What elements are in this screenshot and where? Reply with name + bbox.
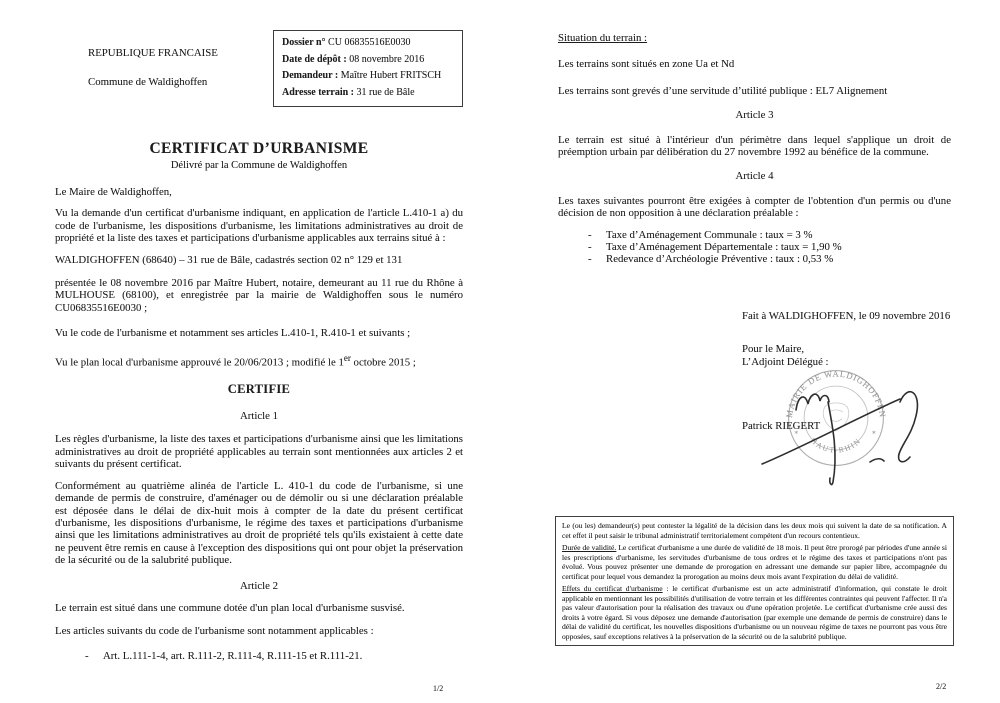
dossier-number-value: CU 06835516E0030: [325, 37, 411, 48]
article4-heading: Article 4: [735, 170, 774, 183]
adjoint-line: L’Adjoint Délégué :: [742, 355, 829, 368]
taxes-list: [558, 229, 951, 266]
terrain-address-row: [282, 85, 454, 102]
signature-area: [558, 368, 951, 516]
salutation: Le Maire de Waldighoffen,: [55, 186, 172, 198]
dash-marker: -: [588, 241, 592, 254]
legal-validite-body: Le certificat d'urbanisme a une durée de validité de 18 mois. Il peut être prorogé par périodes d'une année si les prescriptions d'urbanisme, les servitudes d'urbanisme de tous ordres et le régime des taxes et participations n'ont pas évolué. Vous pouvez présenter une demande de prorogation en adressant une demande sur papier libre, accompagnée du certificat pour lequel vous demandez la prorogation au moins deux mois avant l'expiration du délai de validité.: [562, 543, 947, 581]
stamp-bottom-text: HAUT-RHIN: [808, 436, 864, 455]
document-title-block: [55, 140, 463, 171]
document-title: CERTIFICAT D’URBANISME: [149, 140, 369, 157]
article2-paragraph-1: Le terrain est situé dans une commune dotée d'un plan local d'urbanisme susvisé.: [55, 601, 405, 614]
legal-validite-heading: Durée de validité.: [562, 543, 617, 553]
parcel-address-line: WALDIGHOFFEN (68640) – 31 rue de Bâle, cadastrés section 02 n° 129 et 131: [55, 253, 403, 266]
applicant-value: Maître Hubert FRITSCH: [338, 70, 442, 81]
tax-item-archeologie: [558, 253, 951, 265]
article2-heading: Article 2: [239, 579, 279, 592]
tax-item-departementale: [558, 241, 951, 253]
tax-item-communale: [558, 229, 951, 241]
republique-francaise-label: REPUBLIQUE FRANCAISE: [88, 47, 218, 59]
dossier-info-box: [273, 30, 463, 107]
legal-notice-box: [555, 516, 954, 646]
page2-page-number: 2/2: [936, 682, 947, 691]
situation-paragraph-2: Les terrains sont grevés d’une servitude d’utilité publique : EL7 Alignement: [558, 84, 888, 97]
commune-label: Commune de Waldighoffen: [88, 76, 208, 88]
article3-paragraph: Le terrain est situé à l'intérieur d'un périmètre dans lequel s'applique un droit de préemption urbain par délibération du 27 novembre 1992 au bénéfice de la commune.: [558, 133, 951, 159]
article2-paragraph-2: Les articles suivants du code de l'urbanisme sont notamment applicables :: [55, 625, 374, 638]
tax-archeologie-text: Redevance d’Archéologie Préventive : taux : 0,53 %: [606, 253, 834, 266]
article1-paragraph-2: Conformément au quatrième alinéa de l'article L. 410-1 du code de l'urbanisme, si une demande de permis de construire, d'aménager ou de démolir ou si une déclaration préalable est déposée dans le délai de dix-huit mois à compter de la date du présent certificat d'urbanisme, les dispositions d'urbanisme, le régime des taxes et participations d'urbanisme ainsi que les limitations administratives au droit de propriété tels qu'ils existaient à cette date ne peuvent être remis en cause à l'exception des dispositions qui ont pour objet la préservation de la sécurité ou de la salubrité publique.: [55, 479, 463, 567]
legal-effets-body: : le certificat d'urbanisme est un acte administratif d'information, qui constate le droit applicable en mentionnant les possibilités d'utilisation de votre terrain et les différentes contraintes qui peuvent l'affecter. Il n'a pas valeur d'autorisation pour la réalisation des travaux ou d'une opération projetée. Le certificat d'urbanisme crée aussi des droits à votre égard. Si vous déposez une demande d'autorisation (par exemple une demande de permis de construire) dans le délai de validité du certificat, les nouvelles dispositions d'urbanisme ou un nouveau régime de taxes ne pourront pas vous être opposées, sauf exceptions relatives à la préservation de la sécurité ou de la salubrité publique.: [562, 584, 947, 641]
applicable-articles: Art. L.111-1-4, art. R.111-2, R.111-4, R.111-15 et R.111-21.: [103, 649, 363, 662]
article2-list-item: [55, 650, 463, 662]
signature-scribble: [750, 366, 946, 508]
situation-heading: Situation du terrain :: [558, 32, 648, 44]
vu-plan-sup: er: [343, 352, 351, 363]
document-subtitle: Délivré par la Commune de Waldighoffen: [170, 160, 348, 171]
article1-heading: Article 1: [239, 410, 279, 423]
pour-le-maire-line: Pour le Maire,: [742, 343, 805, 356]
signature-intro-block: [558, 343, 951, 368]
deposit-date-row: [282, 52, 454, 69]
dossier-number-row: [282, 35, 454, 52]
legal-paragraph-recours: Le (ou les) demandeur(s) peut contester la légalité de la décision dans les deux mois qui suivent la date de sa notification. A cet effet il peut saisir le tribunal administratif territorialement compétent d'un recours contentieux.: [562, 521, 947, 540]
page-2: [558, 0, 951, 646]
presented-paragraph: présentée le 08 novembre 2016 par Maître Hubert, notaire, demeurant au 11 rue du Rhône à MULHOUSE (68100), et enregistrée par la mairie de Waldighoffen sous le numéro CU06835516E0030 ;: [55, 277, 463, 314]
legal-paragraph-effets: [562, 584, 947, 641]
stamp-star-right: ✶: [871, 430, 877, 437]
deposit-date-value: 08 novembre 2016: [346, 53, 425, 65]
vu-plan-line: [55, 352, 463, 369]
article1-paragraph-1: Les règles d'urbanisme, la liste des taxes et participations d'urbanisme ainsi que les limitations administratives au droit de propriété applicables au terrain sont mentionnées aux articles 2 et suivants du présent certificat.: [55, 433, 463, 471]
intro-paragraph: Vu la demande d'un certificat d'urbanisme indiquant, en application de l'article L.410-1 a) du code de l'urbanisme, les dispositions d'urbanisme, les limitations administratives au droit de propriété et la liste des taxes et participations d'urbanisme applicables aux terrains situé à :: [55, 207, 463, 245]
applicant-row: [282, 68, 454, 85]
situation-paragraph-1: Les terrains sont situés en zone Ua et Nd: [558, 58, 735, 71]
vu-plan-after: octobre 2015 ;: [350, 356, 416, 369]
article4-paragraph: Les taxes suivantes pourront être exigées à compter de l'obtention d'un permis ou d'une décision de non opposition à une déclaration préalable :: [558, 194, 951, 220]
dash-marker: -: [588, 228, 592, 241]
certifie-heading: CERTIFIE: [227, 381, 291, 396]
place-date-line: Fait à WALDIGHOFFEN, le 09 novembre 2016: [742, 309, 951, 322]
terrain-address-label: Adresse terrain :: [282, 86, 355, 98]
vu-plan-before: Vu le plan local d'urbanisme approuvé le 20/06/2013 ; modifié le 1: [55, 356, 344, 369]
stamp-top-text: MAIRIE DE WALDIGHOFFEN: [784, 368, 888, 419]
terrain-address-value: 31 rue de Bâle: [354, 86, 415, 98]
page1-header: [55, 30, 463, 107]
dossier-number-label: Dossier n°: [282, 37, 326, 48]
stamp-star-left: ✶: [793, 430, 799, 437]
dash-marker: -: [588, 253, 592, 266]
page1-page-number: 1/2: [433, 684, 444, 693]
deposit-date-label: Date de dépôt :: [282, 53, 347, 65]
applicant-label: Demandeur :: [282, 70, 339, 81]
vu-code-line: Vu le code de l'urbanisme et notamment ses articles L.410-1, R.410-1 et suivants ;: [55, 327, 411, 340]
signer-name: Patrick RIEGERT: [742, 420, 821, 433]
tax-communale-text: Taxe d’Aménagement Communale : taux = 3 %: [606, 228, 813, 241]
legal-paragraph-validite: [562, 543, 947, 581]
tax-departementale-text: Taxe d’Aménagement Départementale : taux = 1,90 %: [606, 241, 842, 254]
article3-heading: Article 3: [735, 109, 774, 122]
legal-effets-heading: Effets du certificat d'urbanisme: [562, 584, 663, 594]
dash-marker: -: [85, 649, 89, 662]
issuing-authority: [55, 30, 218, 88]
page-1: [55, 0, 463, 662]
